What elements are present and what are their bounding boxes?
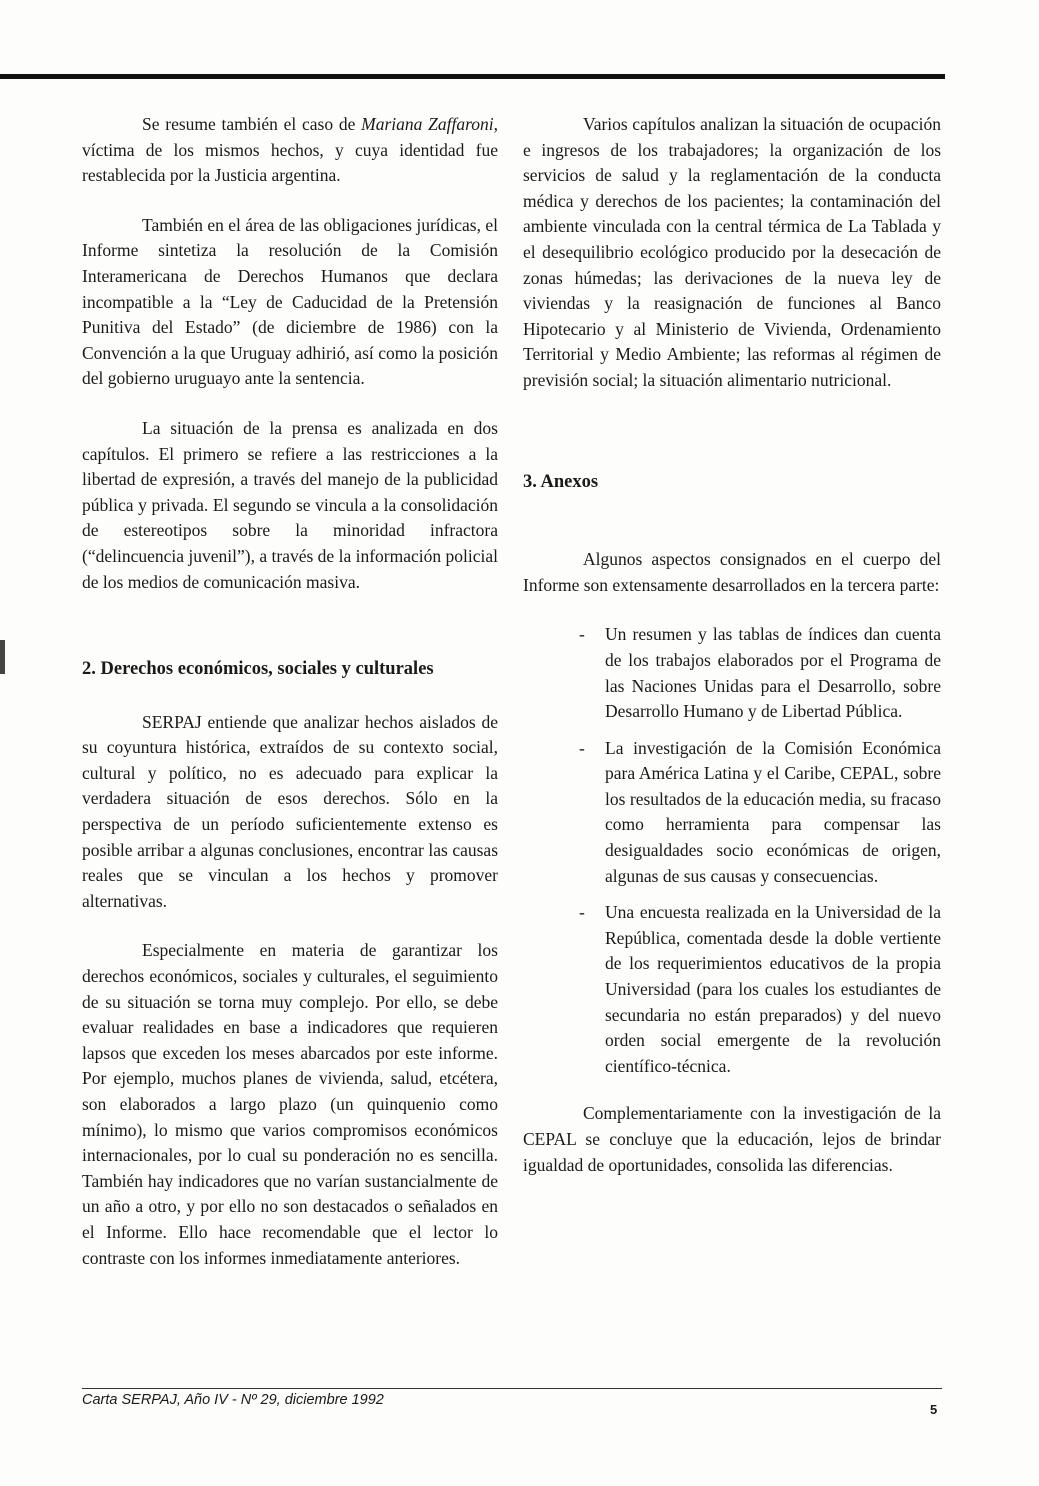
footer-publication: Carta SERPAJ, Año IV - Nº 29, diciembre 1992 — [82, 1392, 384, 1408]
annex-list — [523, 622, 941, 1079]
paragraph-zaffaroni — [82, 112, 498, 189]
list-item-text: Una encuesta realizada en la Universidad de la República, comentada desde la doble vertiente de los requerimientos educativos de la propia Universidad (para los cuales los estudiantes de secundaria no están preparados) y del nuevo orden social emergente de la revolución científico-técnica. — [605, 902, 941, 1076]
margin-mark — [0, 640, 5, 674]
paragraph-serpaj: SERPAJ entiende que analizar hechos aislados de su coyuntura histórica, extraídos de su contexto social, cultural y político, no es adecuado para explicar la verdadera situación de esos derechos. Sólo en la perspectiva de un período suficientemente extenso es posible arribar a algunas conclusiones, encontrar las causas reales que se vinculan a los hechos y promover alternativas. — [82, 711, 498, 911]
left-column — [82, 112, 498, 1295]
list-item — [523, 736, 941, 890]
paragraph-text: Se resume también el caso de — [142, 114, 362, 134]
bullet-dash: - — [579, 737, 585, 758]
list-item — [523, 622, 941, 724]
section-heading-derechos: 2. Derechos económicos, sociales y culturales — [82, 659, 434, 680]
top-rule — [0, 74, 945, 79]
page-number: 5 — [930, 1402, 938, 1417]
bullet-dash: - — [579, 624, 585, 645]
bullet-dash: - — [579, 902, 585, 923]
paragraph-capitulos: Varios capítulos analizan la situación de ocupación e ingresos de los trabajadores; la organización de los servicios de salud y la reglamentación de la conducta médica y derechos de los pacientes; la contaminación del ambiente vinculada con la central térmica de La Tablada y el desequilibrio ecológico producido por la desecación de zonas húmedas; las derivaciones de la nueva ley de viviendas y la reasignación de funciones al Banco Hipotecario y al Ministerio de Vivienda, Ordenamiento Territorial y Medio Ambiente; las reformas al régimen de previsión social; la situación alimentario nutricional. — [523, 114, 941, 390]
right-column — [523, 112, 941, 1202]
paragraph-aspectos: Algunos aspectos consignados en el cuerpo del Informe son extensamente desarrollados en la tercera parte: — [523, 549, 941, 595]
list-item — [523, 900, 941, 1079]
footer-rule — [82, 1388, 942, 1389]
list-item-text: La investigación de la Comisión Económica para América Latina y el Caribe, CEPAL, sobre los resultados de la educación media, su fracaso como herramienta para compensar las desigualdades socio económicas de origen, algunas de sus causas y consecuencias. — [605, 737, 941, 886]
paragraph-text: , víctima de los mismos hechos, y cuya identidad fue restablecida por la Justicia argentina. — [82, 114, 498, 186]
paragraph-prensa: La situación de la prensa es analizada en dos capítulos. El primero se refiere a las restricciones a la libertad de expresión, a través del manejo de la publicidad pública y privada. El segundo se vincula a la consolidación de estereotipos sobre la minoridad infractora (“delincuencia juvenil”), a través de la información policial de los medios de comunicación masiva. — [82, 417, 498, 592]
section-heading-anexos: 3. Anexos — [523, 471, 599, 492]
paragraph-obligaciones: También en el área de las obligaciones jurídicas, el Informe sintetiza la resolución de la Comisión Interamericana de Derechos Humanos que declara incompatible a la “Ley de Caducidad de la Pretensión Punitiva del Estado” (de diciembre de 1986) con la Convención a la que Uruguay adhirió, así como la posición del gobierno uruguayo ante la sentencia. — [82, 214, 498, 389]
paragraph-cepal: Complementariamente con la investigación de la CEPAL se concluye que la educación, lejos de brindar igualdad de oportunidades, consolida las diferencias. — [523, 1103, 941, 1175]
person-name: Mariana Zaffaroni — [361, 114, 494, 134]
paragraph-especialmente: Especialmente en materia de garantizar los derechos económicos, sociales y culturales, el seguimiento de su situación se torna muy complejo. Por ello, se debe evaluar realidades en base a indicadores que requieren lapsos que exceden los meses abarcados por este informe. Por ejemplo, muchos planes de vivienda, salud, etcétera, son elaborados a largo plazo (un quinquenio como mínimo), lo mismo que varios compromisos económicos internacionales, por lo cual su ponderación no es sencilla. También hay indicadores que no varían sustancialmente de un año a otro, y por ello no son destacados o señalados en el Informe. Ello hace recomendable que el lector lo contraste con los informes inmediatamente anteriores. — [82, 940, 498, 1268]
list-item-text: Un resumen y las tablas de índices dan cuenta de los trabajos elaborados por el Programa de las Naciones Unidas para el Desarrollo, sobre Desarrollo Humano y de Libertad Pública. — [605, 624, 941, 722]
